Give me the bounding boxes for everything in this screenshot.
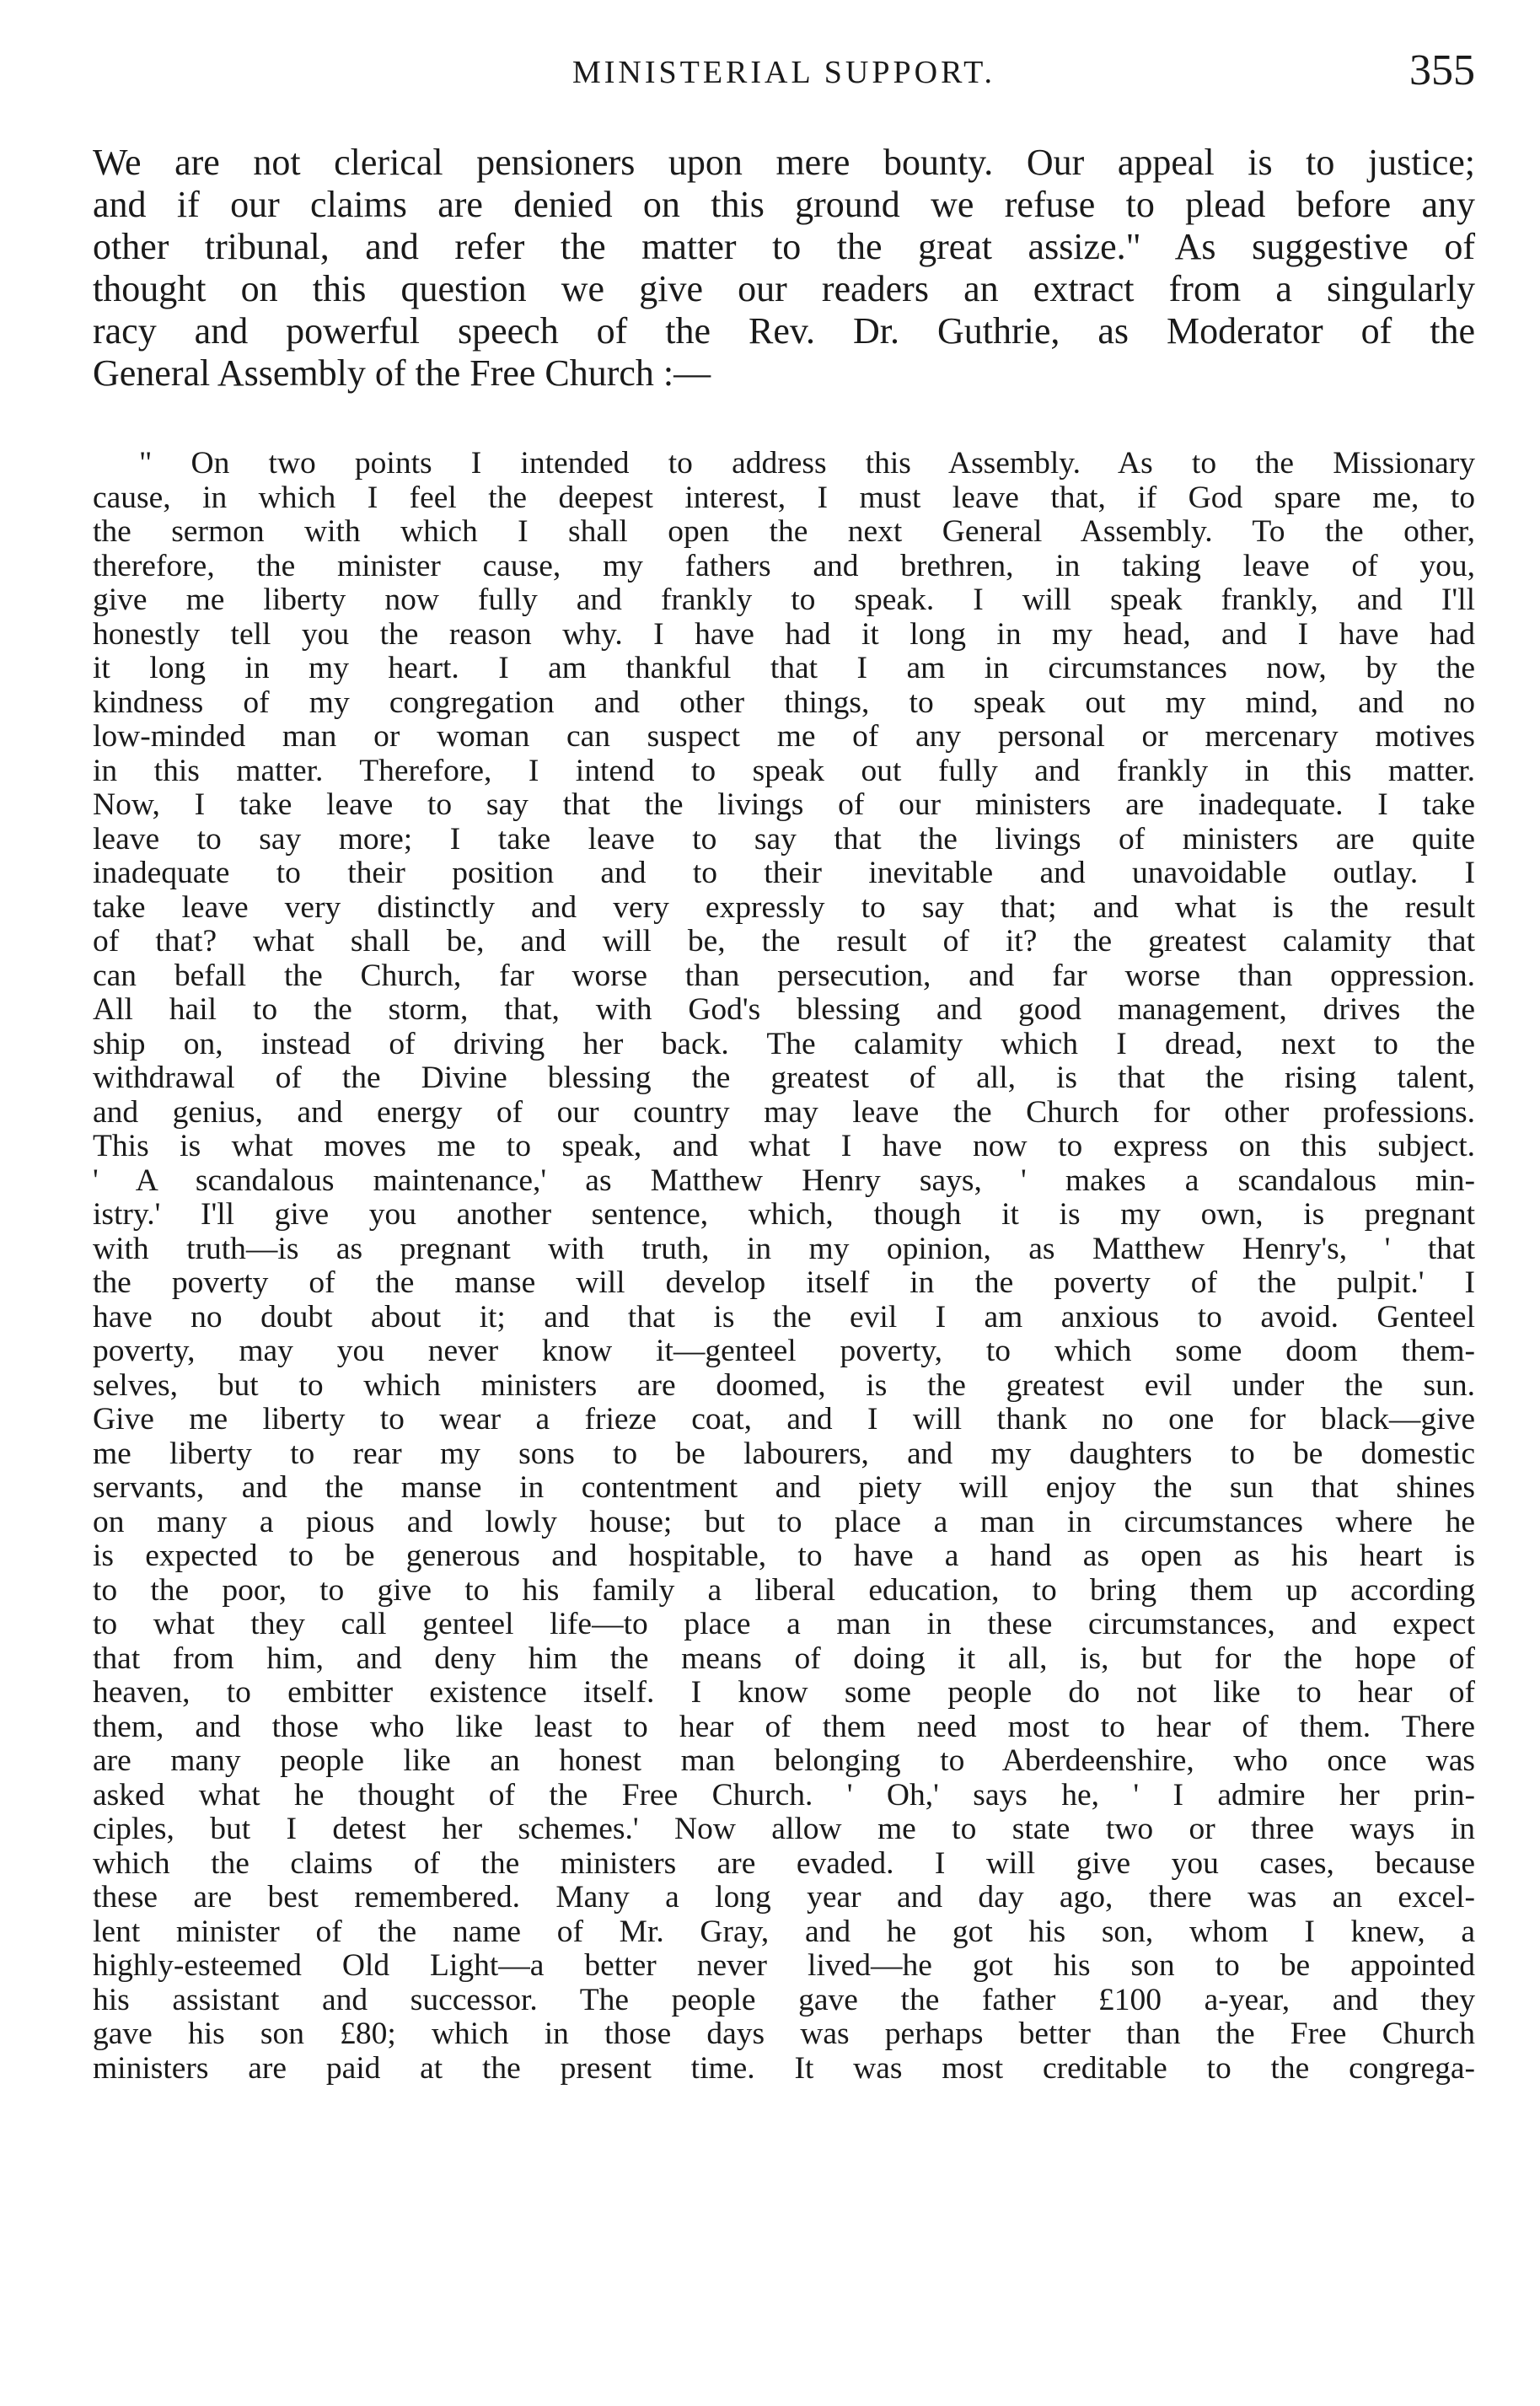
quote-text-line: with truth—is as pregnant with truth, in my opinion, as Matthew Henry's, ' that [93,1231,1475,1266]
quote-text-line: lent minister of the name of Mr. Gray, and he got his son, whom I knew, a [93,1914,1475,1949]
quote-text-line: his assistant and successor. The people gave the father £100 a-year, and they [93,1982,1475,2017]
quote-text-line: poverty, may you never know it—genteel poverty, to which some doom them- [93,1334,1475,1368]
quote-text-line: ' A scandalous maintenance,' as Matthew Henry says, ' makes a scandalous min- [93,1163,1475,1198]
quote-text-line: This is what moves me to speak, and what I have now to express on this subject. [93,1129,1475,1163]
quote-text-line: it long in my heart. I am thankful that I am in circumstances now, by the [93,651,1475,685]
quote-text-line: them, and those who like least to hear of them need most to hear of them. There [93,1709,1475,1744]
quote-text-line: istry.' I'll give you another sentence, which, though it is my own, is pregnant [93,1197,1475,1232]
quote-text-line: which the claims of the ministers are evaded. I will give you cases, because [93,1845,1475,1881]
intro-text-line: General Assembly of the Free Church :— [93,352,711,394]
quote-text-line: ciples, but I detest her schemes.' Now allow me to state two or three ways in [93,1812,1475,1846]
quote-text-line: therefore, the minister cause, my fathers and brethren, in taking leave of you, [93,548,1475,583]
quote-text-line: me liberty to rear my sons to be labourers, and my daughters to be domestic [93,1436,1475,1471]
quote-text-line: kindness of my congregation and other things, to speak out my mind, and no [93,685,1475,720]
quote-text-line: cause, in which I feel the deepest interest, I must leave that, if God spare me, to [93,480,1475,515]
intro-text-line: and if our claims are denied on this ground we refuse to plead before any [93,184,1475,225]
quote-text-line: heaven, to embitter existence itself. I know some people do not like to hear of [93,1675,1475,1710]
quote-text-line: inadequate to their position and to their inevitable and unavoidable outlay. I [93,856,1475,890]
quote-text-line: are many people like an honest man belonging to Aberdeenshire, who once was [93,1743,1475,1778]
quote-text-line: the poverty of the manse will develop itself in the poverty of the pulpit.' I [93,1265,1475,1300]
quote-text-line: and genius, and energy of our country may leave the Church for other professions. [93,1094,1475,1130]
quote-text-line: give me liberty now fully and frankly to speak. I will speak frankly, and I'll [93,583,1475,617]
quote-text-line: that from him, and deny him the means of doing it all, is, but for the hope of [93,1641,1475,1676]
running-head [93,44,1475,103]
quote-text-line: is expected to be generous and hospitable, to have a hand as open as his heart is [93,1539,1475,1573]
quote-text-line: ministers are paid at the present time. It was most creditable to the congrega- [93,2050,1475,2086]
guthrie-speech-quotation [93,447,1475,2086]
quote-text-line: to the poor, to give to his family a liberal education, to bring them up according [93,1572,1475,1608]
intro-paragraph [93,142,1475,395]
quote-text-line: " On two points I intended to address this Assembly. As to the Missionary [139,446,1475,481]
quote-text-line: to what they call genteel life—to place a man in these circumstances, and expect [93,1607,1475,1641]
quote-text-line: withdrawal of the Divine blessing the greatest of all, is that the rising talent, [93,1061,1475,1095]
quote-text-line: leave to say more; I take leave to say that the livings of ministers are quite [93,821,1475,857]
intro-text-line: thought on this question we give our readers an extract from a singularly [93,268,1475,309]
quote-text-line: selves, but to which ministers are doomed, is the greatest evil under the sun. [93,1367,1475,1403]
quote-text-line: these are best remembered. Many a long year and day ago, there was an excel- [93,1880,1475,1915]
quote-text-line: of that? what shall be, and will be, the result of it? the greatest calamity that [93,924,1475,959]
quote-text-line: highly-esteemed Old Light—a better never lived—he got his son to be appointed [93,1948,1475,1983]
quote-text-line: All hail to the storm, that, with God's blessing and good management, drives the [93,992,1475,1027]
quote-text-line: can befall the Church, far worse than persecution, and far worse than oppression. [93,958,1475,993]
intro-text-line: racy and powerful speech of the Rev. Dr. Guthrie, as Moderator of the [93,310,1475,352]
quote-text-line: in this matter. Therefore, I intend to speak out fully and frankly in this matter. [93,753,1475,788]
running-title: MINISTERIAL SUPPORT. [571,55,996,90]
page-number: 355 [1409,46,1475,94]
quote-text-line: Now, I take leave to say that the livings of our ministers are inadequate. I take [93,787,1475,822]
quote-text-line: low-minded man or woman can suspect me of any personal or mercenary motives [93,719,1475,754]
quote-text-line: Give me liberty to wear a frieze coat, and I will thank no one for black—give [93,1402,1475,1437]
intro-text-line: We are not clerical pensioners upon mere bounty. Our appeal is to justice; [93,142,1475,183]
quote-text-line: honestly tell you the reason why. I have had it long in my head, and I have had [93,616,1475,652]
quote-text-line: servants, and the manse in contentment and piety will enjoy the sun that shines [93,1470,1475,1505]
intro-text-line: other tribunal, and refer the matter to the great assize." As suggestive of [93,226,1475,267]
quote-text-line: take leave very distinctly and very expressly to say that; and what is the result [93,889,1475,925]
quote-text-line: the sermon with which I shall open the next General Assembly. To the other, [93,514,1475,549]
quote-text-line: ship on, instead of driving her back. The calamity which I dread, next to the [93,1026,1475,1061]
quote-text-line: have no doubt about it; and that is the evil I am anxious to avoid. Genteel [93,1299,1475,1335]
quote-text-line: asked what he thought of the Free Church. ' Oh,' says he, ' I admire her prin- [93,1777,1475,1813]
quote-text-line: on many a pious and lowly house; but to place a man in circumstances where he [93,1504,1475,1539]
quote-text-line: gave his son £80; which in those days was perhaps better than the Free Church [93,2017,1475,2051]
